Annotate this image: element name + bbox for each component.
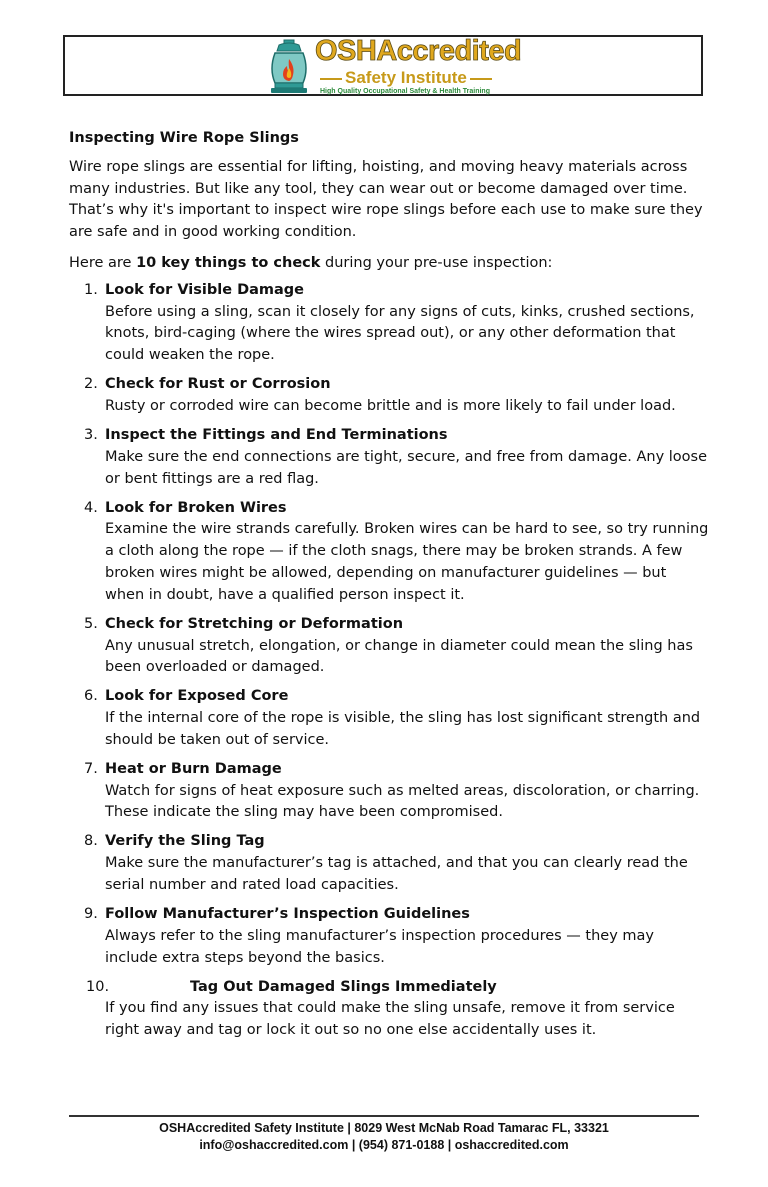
document-title: Inspecting Wire Rope Slings [69, 130, 299, 146]
item-heading: Follow Manufacturer’s Inspection Guidelines [105, 906, 470, 923]
item-description: If you find any issues that could make the sling unsafe, remove it from service right away and tag or lock it out so no one else accidentally uses it. [105, 1000, 675, 1039]
item-description: If the internal core of the rope is visible, the sling has lost significant strength and should be taken out of service. [105, 710, 701, 748]
item-number: 4. [84, 499, 98, 516]
item-heading: Heat or Burn Damage [105, 760, 282, 777]
item-heading: Check for Rust or Corrosion [105, 376, 331, 393]
inspection-checklist [69, 280, 709, 1042]
intro-paragraph: Wire rope slings are essential for lifting, hoisting, and moving heavy materials across many industries. But like any tool, they can wear out or become damaged over time. That’s why it's important to inspect wire rope slings before each use to make sure they are safe and in good working condition. [69, 159, 703, 241]
checklist-intro: Here are 10 key things to check during your pre-use inspection: [69, 254, 553, 271]
list-item [69, 904, 709, 969]
item-heading: Check for Stretching or Deformation [105, 615, 404, 632]
item-heading: Inspect the Fittings and End Terminations [105, 426, 448, 443]
item-description: Watch for signs of heat exposure such as melted areas, discoloration, or charring. These indicate the sling may have been compromised. [105, 782, 700, 821]
item-number: 6. [84, 688, 98, 705]
item-description: Any unusual stretch, elongation, or change in diameter could mean the sling has been overloaded or damaged. [105, 637, 693, 676]
logo-tagline: High Quality Occupational Safety & Health Training [320, 88, 490, 95]
item-description: Always refer to the sling manufacturer’s inspection procedures — they may include extra steps beyond the basics. [105, 927, 654, 966]
item-number: 5. [84, 615, 98, 632]
item-number: 9. [84, 906, 98, 923]
item-number: 3. [84, 426, 98, 443]
item-description: Examine the wire strands carefully. Broken wires can be hard to see, so try running a cloth along the rope — if the cloth snags, there may be broken strands. A few broken wires might be allowed, depending on manufacturer guidelines — but when in doubt, have a qualified person inspect it. [105, 521, 709, 603]
item-heading: Verify the Sling Tag [105, 833, 265, 850]
list-item [69, 374, 709, 418]
list-item [69, 977, 709, 1042]
item-number: 8. [84, 833, 98, 850]
item-heading: Tag Out Damaged Slings Immediately [190, 978, 497, 995]
item-number: 7. [84, 760, 98, 777]
footer-divider [69, 1115, 699, 1117]
list-item [69, 686, 709, 751]
item-heading: Look for Visible Damage [105, 281, 305, 298]
footer-contact: info@oshaccredited.com | (954) 871-0188 | oshaccredited.com [199, 1138, 569, 1152]
list-item [69, 831, 709, 896]
item-heading: Look for Broken Wires [105, 499, 287, 516]
logo-subtitle: Safety Institute [317, 69, 495, 86]
item-heading: Look for Exposed Core [105, 688, 289, 705]
logo [265, 35, 522, 95]
list-item [69, 614, 709, 679]
logo-brand-name: OSHAccredited [315, 35, 522, 67]
list-item [69, 425, 709, 490]
list-item [69, 498, 709, 607]
lantern-icon [265, 39, 313, 95]
item-number: 1. [84, 281, 98, 298]
footer-address: OSHAccredited Safety Institute | 8029 West McNab Road Tamarac FL, 33321 [159, 1121, 609, 1135]
list-item [69, 280, 709, 367]
item-description: Before using a sling, scan it closely for any signs of cuts, kinks, crushed sections, knots, bird-caging (where the wires spread out), or any other deformation that could weaken the rope. [105, 303, 695, 364]
item-number: 10. [86, 978, 110, 995]
header-logo-box [63, 35, 703, 96]
item-description: Rusty or corroded wire can become brittle and is more likely to fail under load. [105, 397, 676, 414]
document-body [69, 127, 709, 1049]
list-item [69, 759, 709, 824]
item-number: 2. [84, 376, 98, 393]
item-description: Make sure the manufacturer’s tag is attached, and that you can clearly read the serial number and rated load capacities. [105, 855, 688, 894]
item-description: Make sure the end connections are tight, secure, and free from damage. Any loose or bent fittings are a red flag. [105, 448, 708, 487]
